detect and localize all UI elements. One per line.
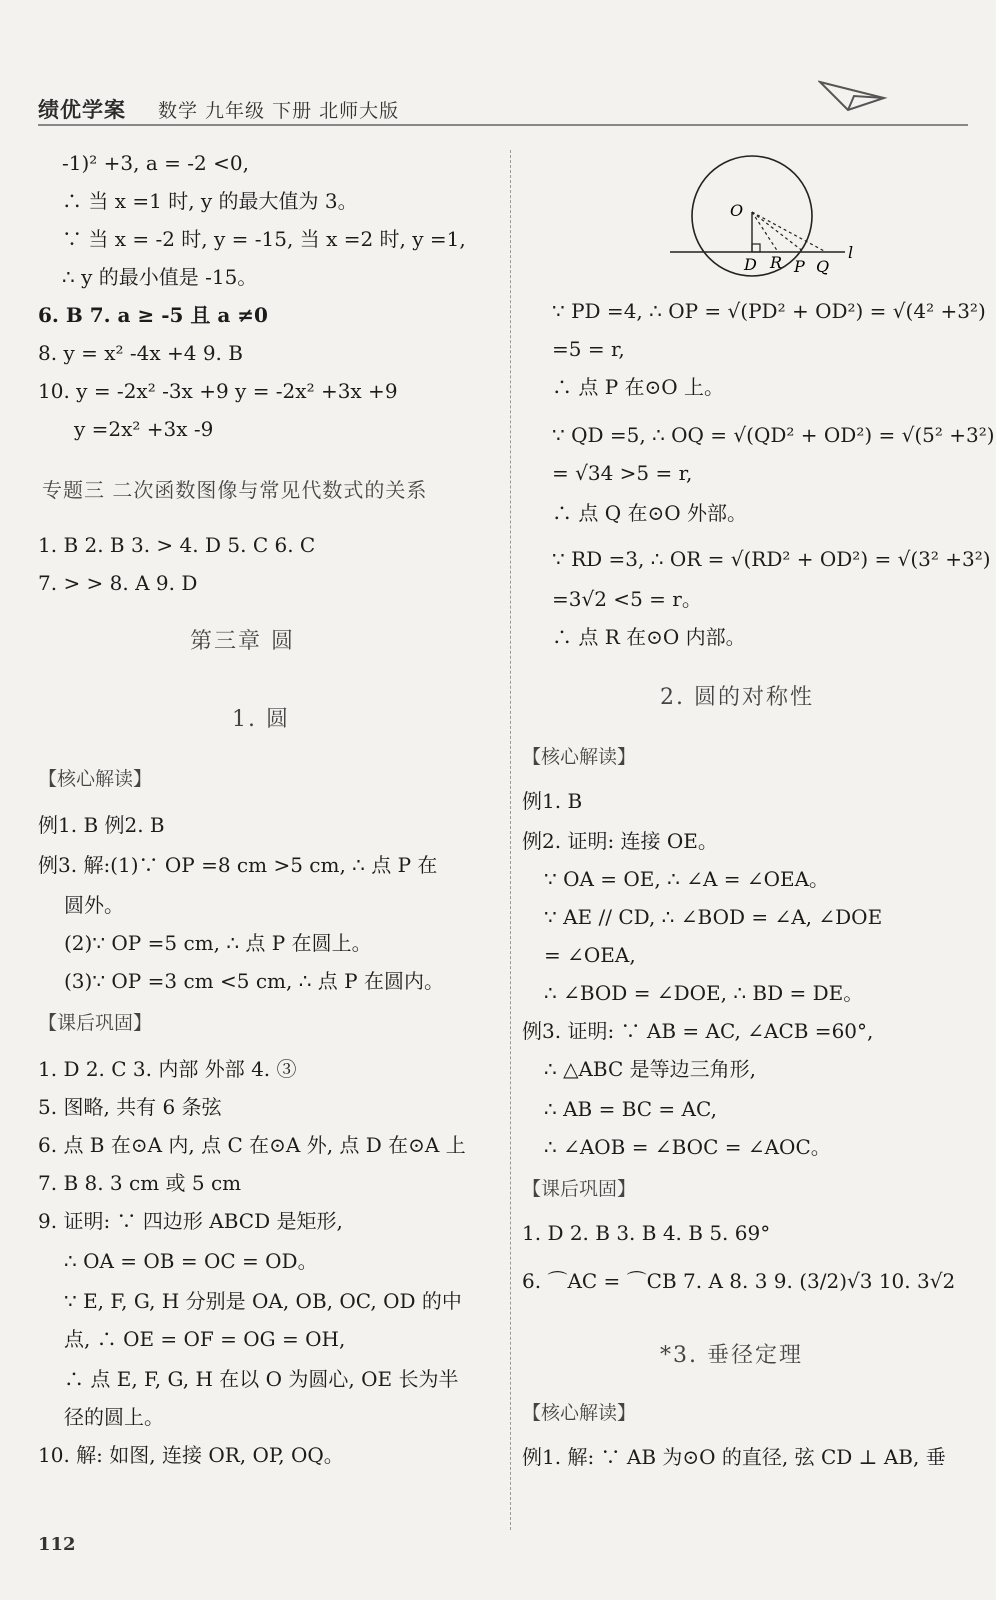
segment-or: [752, 212, 778, 252]
text-line: -1)² +3, a = -2 <0,: [62, 151, 249, 175]
text-line: ∵ PD =4, ∴ OP = √(PD² + OD²) = √(4² +3²): [552, 299, 986, 323]
text-line: ∵ E, F, G, H 分别是 OA, OB, OC, OD 的中: [64, 1289, 462, 1313]
text-line: ∴ y 的最小值是 -15。: [62, 265, 258, 289]
header-rule: [38, 124, 968, 126]
text-line: 点, ∴ OE = OF = OG = OH,: [64, 1327, 346, 1351]
text-line: ∴ ∠BOD = ∠DOE, ∴ BD = DE。: [544, 981, 864, 1005]
text-line: (2)∵ OP =5 cm, ∴ 点 P 在圆上。: [64, 931, 372, 955]
segment-oq: [752, 212, 826, 252]
answer-line: 7. > > 8. A 9. D: [38, 571, 198, 595]
section-label: 【核心解读】: [522, 1402, 637, 1424]
label-r: R: [770, 253, 783, 272]
answer-line: 6. ⌒AC = ⌒CB 7. A 8. 3 9. (3/2)√3 10. 3√2: [522, 1269, 956, 1293]
text-line: (3)∵ OP =3 cm <5 cm, ∴ 点 P 在圆内。: [64, 969, 444, 993]
label-o: O: [730, 201, 744, 220]
label-d: D: [744, 255, 757, 274]
answer-line: 6. 点 B 在⊙A 内, 点 C 在⊙A 外, 点 D 在⊙A 上: [38, 1133, 466, 1157]
text-line: ∵ RD =3, ∴ OR = √(RD² + OD²) = √(3² +3²): [552, 547, 991, 571]
text-line: ∴ 当 x =1 时, y 的最大值为 3。: [62, 189, 358, 213]
text-line: = √34 >5 = r,: [552, 461, 693, 485]
answer-line: 例1. 解: ∵ AB 为⊙O 的直径, 弦 CD ⊥ AB, 垂: [522, 1445, 946, 1469]
text-line: =5 = r,: [552, 337, 625, 361]
answer-line: 例1. B 例2. B: [38, 813, 165, 837]
text-line: ∴ 点 P 在⊙O 上。: [552, 375, 725, 399]
answer-line: 10. 解: 如图, 连接 OR, OP, OQ。: [38, 1443, 344, 1467]
text-line: ∴ 点 R 在⊙O 内部。: [552, 625, 746, 649]
circle-diagram: [660, 148, 860, 280]
book-brand: 绩优学案: [38, 97, 126, 122]
answer-line: 例3. 证明: ∵ AB = AC, ∠ACB =60°,: [522, 1019, 874, 1043]
text-line: ∵ AE // CD, ∴ ∠BOD = ∠A, ∠DOE: [544, 905, 883, 929]
paper-plane-icon: [818, 74, 888, 114]
label-q: Q: [816, 257, 830, 276]
text-line: 圆外。: [64, 893, 124, 917]
page-header: [38, 88, 968, 130]
text-line: ∴ 点 E, F, G, H 在以 O 为圆心, OE 长为半: [64, 1367, 459, 1391]
text-line: ∴ AB = BC = AC,: [544, 1097, 717, 1121]
section-label: 【核心解读】: [38, 768, 153, 790]
answer-line: 5. 图略, 共有 6 条弦: [38, 1095, 222, 1119]
right-angle-mark: [752, 244, 760, 252]
section-title: 专题三 二次函数图像与常见代数式的关系: [42, 478, 428, 502]
page-number: 112: [38, 1534, 76, 1555]
lesson-title: 2. 圆的对称性: [660, 685, 814, 710]
text-line: 径的圆上。: [64, 1405, 164, 1429]
answer-line: 6. B 7. a ≥ -5 且 a ≠0: [38, 303, 268, 327]
answer-line: 1. D 2. C 3. 内部 外部 4. ③: [38, 1057, 297, 1081]
text-line: ∴ 点 Q 在⊙O 外部。: [552, 501, 747, 525]
label-l: l: [848, 243, 854, 262]
section-label: 【课后巩固】: [522, 1178, 637, 1200]
text-line: ∴ △ABC 是等边三角形,: [544, 1057, 756, 1081]
label-p: P: [794, 257, 805, 276]
chapter-title: 第三章 圆: [190, 629, 295, 654]
lesson-title: 1. 圆: [232, 707, 290, 732]
lesson-title: *3. 垂径定理: [660, 1343, 803, 1368]
answer-line: 1. D 2. B 3. B 4. B 5. 69°: [522, 1221, 771, 1245]
answer-line: 8. y = x² -4x +4 9. B: [38, 341, 243, 365]
book-subtitle: 数学 九年级 下册 北师大版: [158, 100, 400, 122]
text-line: ∵ 当 x = -2 时, y = -15, 当 x =2 时, y =1,: [62, 227, 466, 251]
column-divider: [510, 150, 512, 1530]
section-label: 【核心解读】: [522, 746, 637, 768]
text-line: ∴ OA = OB = OC = OD。: [64, 1249, 318, 1273]
text-line: ∵ QD =5, ∴ OQ = √(QD² + OD²) = √(5² +3²): [552, 423, 995, 447]
answer-line: 例3. 解:(1)∵ OP =8 cm >5 cm, ∴ 点 P 在: [38, 853, 438, 877]
answer-line: y =2x² +3x -9: [74, 417, 214, 441]
text-line: = ∠OEA,: [544, 943, 636, 967]
text-line: ∵ OA = OE, ∴ ∠A = ∠OEA。: [544, 867, 830, 891]
answer-line: 7. B 8. 3 cm 或 5 cm: [38, 1171, 242, 1195]
text-line: =3√2 <5 = r。: [552, 587, 702, 611]
answer-line: 9. 证明: ∵ 四边形 ABCD 是矩形,: [38, 1209, 343, 1233]
answer-line: 例2. 证明: 连接 OE。: [522, 829, 718, 853]
text-line: ∴ ∠AOB = ∠BOC = ∠AOC。: [544, 1135, 831, 1159]
section-label: 【课后巩固】: [38, 1012, 153, 1034]
answer-line: 10. y = -2x² -3x +9 y = -2x² +3x +9: [38, 379, 398, 403]
answer-line: 1. B 2. B 3. > 4. D 5. C 6. C: [38, 533, 316, 557]
answer-line: 例1. B: [522, 789, 583, 813]
